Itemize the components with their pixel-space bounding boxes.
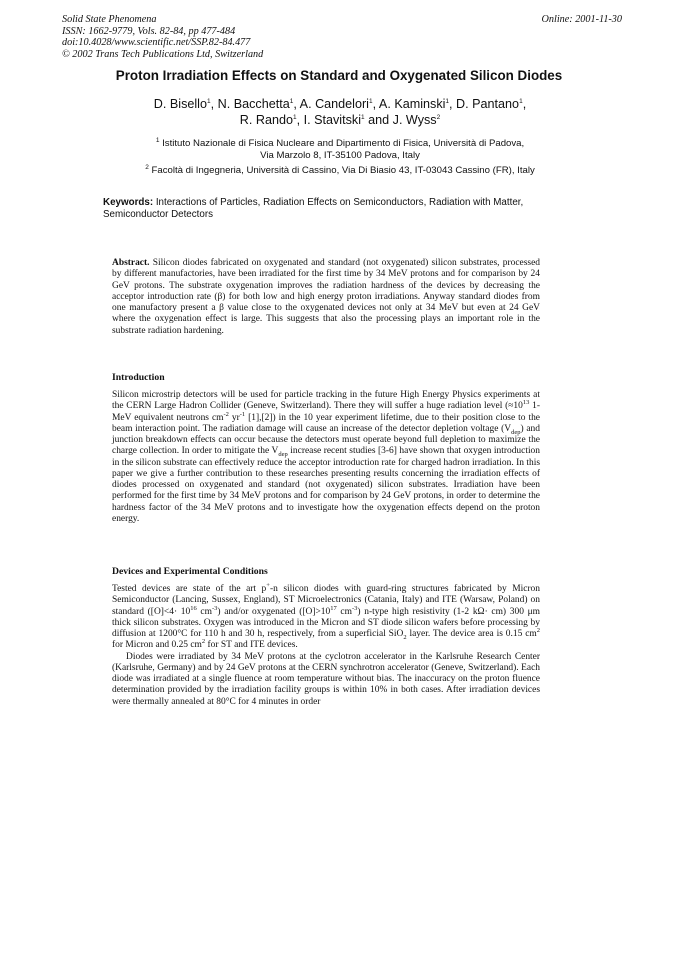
author-name: I. Stavitski <box>303 113 361 127</box>
keywords-text: Interactions of Particles, Radiation Effects on Semiconductors, Radiation with Matter, Semiconductor Detectors <box>103 197 524 220</box>
abstract-text: Silicon diodes fabricated on oxygenated and standard (not oxygenated) silicon substrates, processed by different manufactories, have been irradiated for the first time by 34 MeV protons and for comparison by 24 GeV protons. The substrate oxygenation improves the radiation hardness of the devices by decreasing the acceptor introduction rate (β) for both low and high energy proton irradiations. Anyway standard diodes from one manufactory present a β value close to the oxygenated devices not only at 34 MeV but even at 24 GeV where the oxygenation effect is large. This suggests that also the processing plays an important role in the substrate radiation hardening. <box>112 258 540 336</box>
abstract-label: Abstract. <box>112 258 150 268</box>
keywords <box>103 197 543 221</box>
author-name: D. Pantano <box>456 97 520 111</box>
author-name: A. Kaminski <box>378 97 446 111</box>
introduction-heading: Introduction <box>112 372 165 383</box>
author-name: D. Bisello <box>153 97 207 111</box>
devices-heading: Devices and Experimental Conditions <box>112 566 268 577</box>
author-list: D. Bisello$^1$, N. Bacchetta$^1$, A. Candelori$^1$, A. Kaminski$^1$, D. Pantano$^1$, R. Rando$^1$, I. Stavitski$^1$ and J. Wyss$^2$ <box>153 97 527 127</box>
publication-info <box>62 14 622 60</box>
online-date: Online: 2001-11-30 <box>541 14 622 25</box>
author-name: A. Candelori <box>299 97 369 111</box>
devices-paragraph-2: Diodes were irradiated by 34 MeV protons at the cyclotron accelerator in the Karlsruhe Research Center (Karlsruhe, Germany) and by 24 GeV protons at the CERN synchrotron accelerator (Geneve, Switzerland). Each diode was irradiated at a single fluence at room temperature without bias. The inaccuracy on the proton fluence determination provided by the irradiation facility groups is within 10% in both cases. After irradiation devices were thermally annealed at 80°C for 4 minutes in order <box>112 651 540 707</box>
affiliation-2-text: Facoltà di Ingegneria, Università di Cassino, Via Di Biasio 43, IT-03043 Cassino (FR), Italy <box>151 165 535 176</box>
affiliation-1-line-2: Via Marzolo 8, IT-35100 Padova, Italy <box>260 150 420 161</box>
issn-line: ISSN: 1662-9779, Vols. 82-84, pp 477-484 <box>62 25 236 37</box>
keywords-label: Keywords: <box>103 197 154 208</box>
doi-line[interactable]: doi:10.4028/www.scientific.net/SSP.82-84.477 <box>62 37 251 49</box>
introduction-body: Silicon microstrip detectors will be used for particle tracking in the future High Energy Physics experiments at the CERN Large Hadron Collider (Geneve, Switzerland). There they will suffer a huge radiation level ($\approx 10^{13}$ 1-MeV equivalent neutrons $cm^{-2}$ $yr^{-1}$ [1],[2]) in the 10 year experiment lifetime, due to their position close to the beam interaction point. The radiation damage will cause an increase of the detector depletion voltage $(V_{dep})$ and junction breakdown effects can occur because the detectors must operate beyond full depletion to maximize the charge collection. In order to mitigate the $V_{dep}$ increase recent studies [3-6] have shown that oxygen introduction in the silicon substrate can effectively reduce the acceptor introduction rate for charged hadron irradiation. In this paper we give a further contribution to these researches presenting results concerning the irradiation effects of diodes processed on oxygenated and standard (not oxygenated) silicon substrates. Irradiation have been performed for the first time by 34 MeV protons and for comparison by 24 GeV protons, in order to determine the hardness factor of the 34 MeV protons and to investigate how the oxygenation effects depend on the proton energy. <box>112 390 540 524</box>
author-name: N. Bacchetta <box>217 97 290 111</box>
author-name: R. Rando <box>239 113 293 127</box>
abstract <box>112 258 540 337</box>
journal-name: Solid State Phenomena <box>62 14 157 25</box>
copyright-line: © 2002 Trans Tech Publications Ltd, Switzerland <box>62 48 264 60</box>
affiliation-2: $^2$ Facoltà di Ingegneria, Università di Cassino, Via Di Biasio 43, IT-03043 Cassino (FR), Italy <box>145 163 535 176</box>
paper-title: Proton Irradiation Effects on Standard and Oxygenated Silicon Diodes <box>115 68 563 83</box>
affiliation-1-line-1: Istituto Nazionale di Fisica Nucleare and Dipartimento di Fisica, Università di Padova, <box>162 138 525 149</box>
devices-body <box>112 581 541 708</box>
devices-paragraph-1: Tested devices are state of the art p+-n silicon diodes with guard-ring structures fabricated by Micron Semiconductor (Lancing, Sussex, England), ST Microelectronics (Catania, Italy) and ITE (Warsaw, Poland) on standard ($[O]<4\cdot 10^{16}$ $cm^{-3}$) and/or oxygenated ($[O]>10^{17}$ $cm^{-3}$) n-type high resistivity (1-2 kΩ· cm) 300 μm thick silicon substrates. Oxygen was introduced in the Micron and ST diode silicon wafers before processing by diffusion at 1200°C for 110 h and 30 h, respectively, from a superficial SiO$_2$ layer. The device area is 0.15 $cm^2$ for Micron and 0.25 $cm^2$ for ST and ITE devices. <box>112 581 541 651</box>
affiliation-1: $^1$ Istituto Nazionale di Fisica Nucleare and Dipartimento di Fisica, Università di Padova, Via Marzolo 8, IT-35100 Padova, Italy <box>155 136 525 161</box>
author-name: J. Wyss <box>392 113 437 127</box>
author-conjunction: and <box>368 113 390 127</box>
